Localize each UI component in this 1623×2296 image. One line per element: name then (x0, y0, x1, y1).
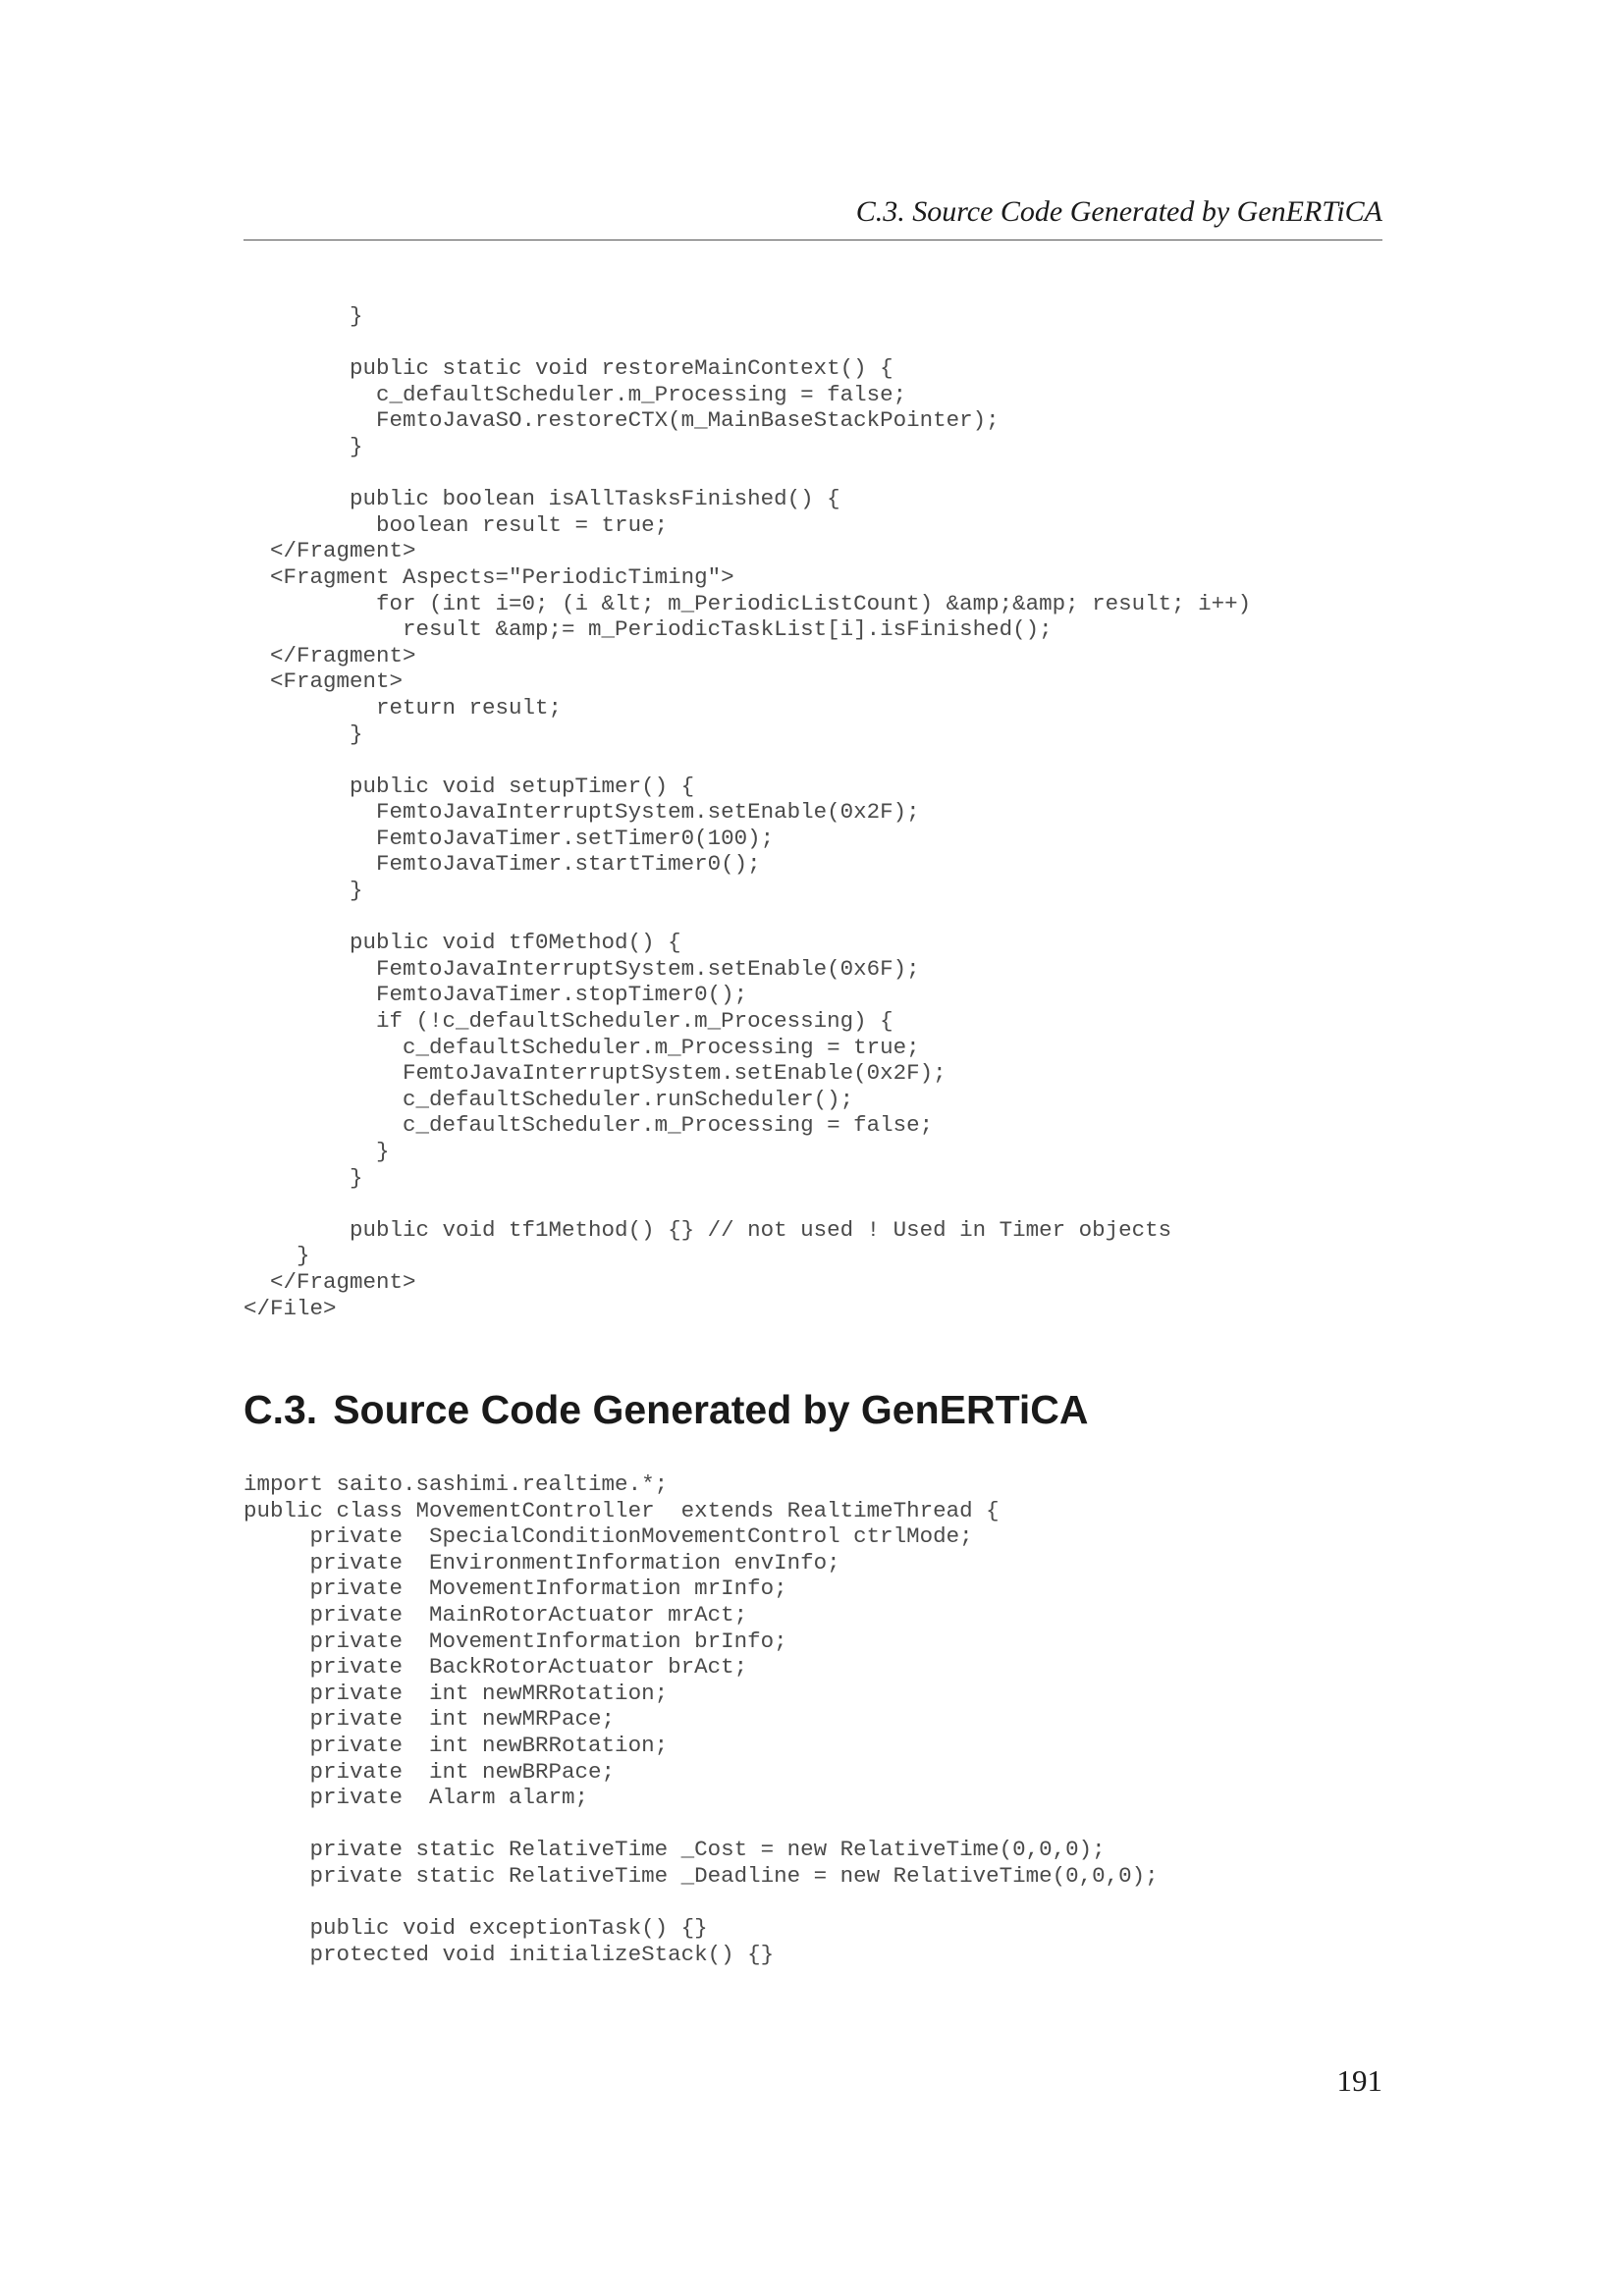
code-line: FemtoJavaTimer.stopTimer0(); (243, 982, 748, 1008)
code-line: FemtoJavaTimer.setTimer0(100); (243, 825, 775, 851)
code-line: } (243, 303, 363, 329)
code-line (243, 1191, 1251, 1217)
code-line: } (243, 721, 363, 747)
code-listing-continued (243, 303, 1251, 1321)
code-line: <Fragment Aspects="PeriodicTiming"> (243, 563, 734, 590)
code-line (243, 330, 1251, 356)
code-line (243, 460, 1251, 487)
code-line (243, 1890, 1159, 1916)
section-title: Source Code Generated by GenERTiCA (333, 1387, 1089, 1432)
code-line: </Fragment> (243, 538, 416, 564)
code-line: FemtoJavaInterruptSystem.setEnable(0x2F); (243, 799, 920, 826)
page-number: 191 (1336, 2063, 1382, 2098)
code-line: FemtoJavaInterruptSystem.setEnable(0x6F); (243, 955, 920, 982)
running-header (243, 192, 1382, 240)
code-line: private SpecialConditionMovementControl ctrlMode; (243, 1523, 973, 1550)
code-line: private static RelativeTime _Cost = new RelativeTime(0,0,0); (243, 1837, 1106, 1863)
code-line: private MainRotorActuator mrAct; (243, 1601, 748, 1628)
code-line: private EnvironmentInformation envInfo; (243, 1549, 840, 1575)
code-line: c_defaultScheduler.m_Processing = false; (243, 1112, 934, 1139)
code-line: FemtoJavaSO.restoreCTX(m_MainBaseStackPointer); (243, 407, 1000, 434)
code-line: private BackRotorActuator brAct; (243, 1654, 748, 1681)
code-line: result &amp;= m_PeriodicTaskList[i].isFinished(); (243, 616, 1053, 643)
code-line: public class MovementController extends RealtimeThread { (243, 1497, 1000, 1523)
section-heading (243, 1384, 1089, 1435)
code-line: private int newBRPace; (243, 1758, 616, 1785)
code-line: } (243, 1243, 310, 1269)
code-line: private int newMRPace; (243, 1706, 616, 1733)
code-line: c_defaultScheduler.m_Processing = false; (243, 381, 907, 407)
code-line: FemtoJavaTimer.startTimer0(); (243, 851, 761, 878)
code-line: private int newMRRotation; (243, 1680, 669, 1706)
code-line: } (243, 433, 363, 459)
code-line: </Fragment> (243, 642, 416, 668)
code-line: } (243, 878, 363, 904)
code-line: c_defaultScheduler.runScheduler(); (243, 1086, 854, 1112)
code-line: if (!c_defaultScheduler.m_Processing) { (243, 1008, 893, 1035)
code-line (243, 904, 1251, 931)
code-line: public static void restoreMainContext() { (243, 355, 893, 382)
code-line: } (243, 1139, 390, 1164)
code-line: return result; (243, 694, 563, 721)
running-header-text: C.3. Source Code Generated by GenERTiCA (855, 195, 1382, 228)
code-line: private MovementInformation brInfo; (243, 1628, 787, 1654)
code-line: FemtoJavaInterruptSystem.setEnable(0x2F); (243, 1060, 947, 1087)
code-line: private MovementInformation mrInfo; (243, 1575, 787, 1602)
code-line: protected void initializeStack() {} (243, 1941, 775, 1967)
code-line: for (int i=0; (i &lt; m_PeriodicListCount) &amp;&amp; result; i++) (243, 590, 1252, 616)
code-line: </Fragment> (243, 1268, 416, 1295)
code-listing-generated (243, 1471, 1159, 1967)
code-line: private int newBRRotation; (243, 1732, 669, 1758)
code-line: } (243, 1164, 363, 1191)
code-line: </File> (243, 1295, 337, 1321)
code-line: private static RelativeTime _Deadline = new RelativeTime(0,0,0); (243, 1862, 1159, 1889)
code-line (243, 747, 1251, 774)
code-line: private Alarm alarm; (243, 1785, 589, 1811)
code-line: import saito.sashimi.realtime.*; (243, 1471, 669, 1497)
code-line: public void tf0Method() { (243, 930, 681, 956)
code-line: public boolean isAllTasksFinished() { (243, 486, 840, 512)
code-line: public void setupTimer() { (243, 773, 695, 799)
code-line: public void tf1Method() {} // not used ! Used in Timer objects (243, 1216, 1172, 1243)
section-number: C.3. (243, 1387, 318, 1432)
code-line: <Fragment> (243, 668, 404, 695)
code-line (243, 1811, 1159, 1838)
code-line: boolean result = true; (243, 511, 669, 538)
code-line: c_defaultScheduler.m_Processing = true; (243, 1034, 920, 1060)
code-line: public void exceptionTask() {} (243, 1915, 708, 1942)
